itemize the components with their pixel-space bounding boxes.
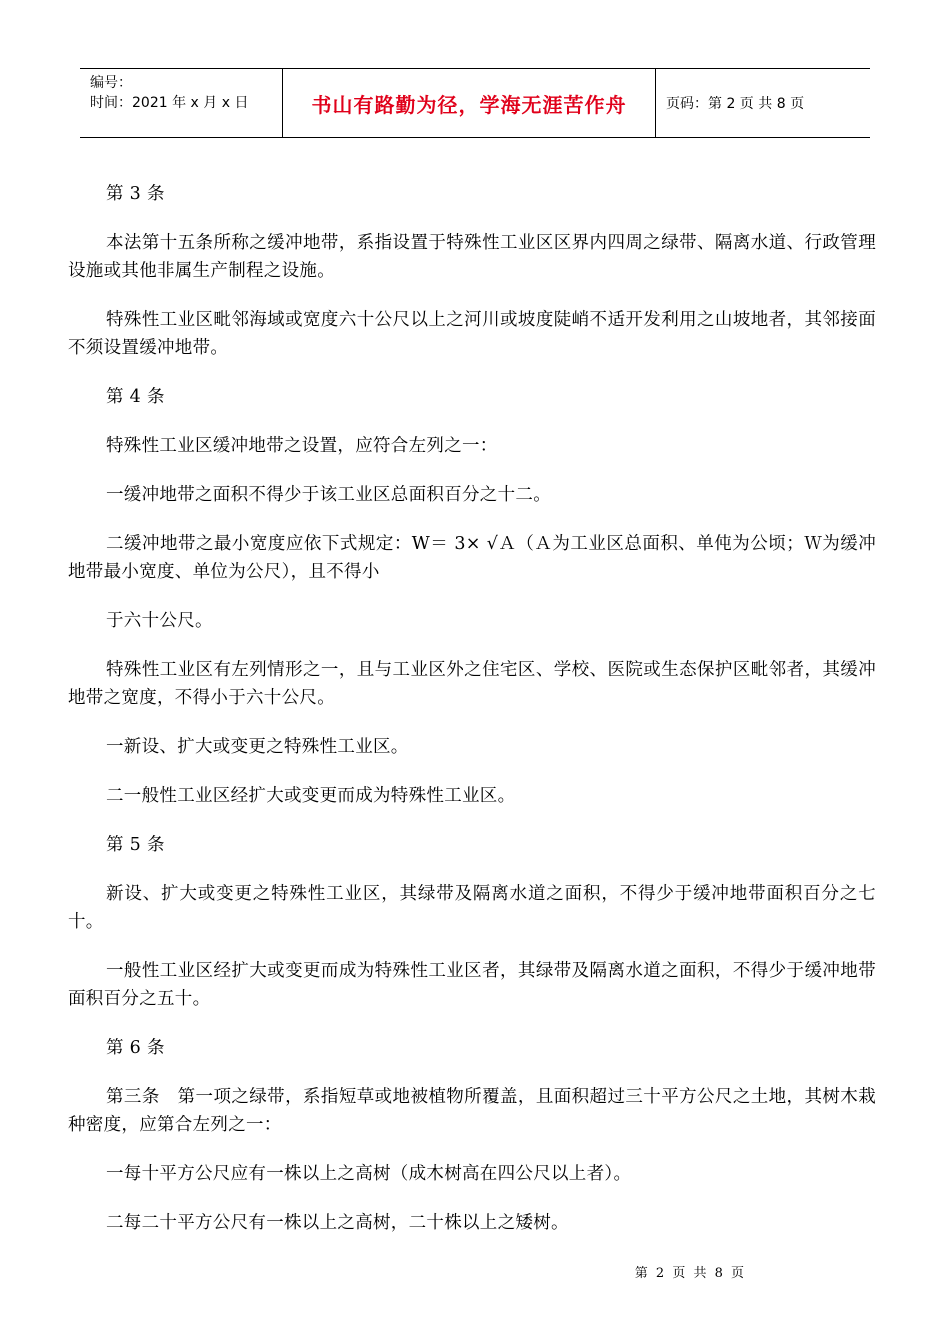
paragraph: 二每二十平方公尺有一株以上之高树，二十株以上之矮树。: [106, 1213, 569, 1233]
paragraph: 一新设、扩大或变更之特殊性工业区。: [106, 737, 409, 757]
paragraph: 一般性工业区经扩大或变更而成为特殊性工业区者，其绿带及隔离水道之面积，不得少于缓冲地带面积百分之五十。: [68, 961, 876, 1009]
paragraph: 于六十公尺。: [106, 611, 213, 631]
article-heading: 第 4 条: [106, 387, 165, 407]
paragraph: 特殊性工业区缓冲地带之设置，应符合左列之一：: [106, 436, 498, 456]
paragraph: 一缓冲地带之面积不得少于该工业区总面积百分之十二。: [106, 485, 551, 505]
paragraph: 第三条 第一项之绿带，系指短草或地被植物所覆盖，且面积超过三十平方公尺之土地，其树木栽种密度，应第合左列之一：: [68, 1087, 876, 1135]
time-label: 时间：2021 年 x 月 x 日: [90, 95, 249, 111]
article-heading: 第 6 条: [106, 1038, 165, 1058]
article-heading: 第 3 条: [106, 184, 165, 204]
paragraph: 新设、扩大或变更之特殊性工业区，其绿带及隔离水道之面积，不得少于缓冲地带面积百分之七十。: [68, 884, 876, 932]
header-meta: [80, 69, 283, 137]
paragraph: 一每十平方公尺应有一株以上之高树（成木树高在四公尺以上者）。: [106, 1164, 632, 1184]
page-info-text: 页码：第 2 页 共 8 页: [666, 96, 805, 112]
paragraph: 特殊性工业区毗邻海域或宽度六十公尺以上之河川或坡度陡峭不适开发利用之山坡地者，其邻接面不须设置缓冲地带。: [68, 310, 876, 358]
paragraph: 特殊性工业区有左列情形之一，且与工业区外之住宅区、学校、医院或生态保护区毗邻者，其缓冲地带之宽度，不得小于六十公尺。: [68, 660, 876, 708]
footer-page-number: 第 2 页 共 8 页: [634, 1266, 744, 1281]
motto-text: 书山有路勤为径，学海无涯苦作舟: [311, 92, 627, 117]
page-footer: [635, 1262, 744, 1281]
document-body: [68, 180, 876, 1258]
paragraph: 二一般性工业区经扩大或变更而成为特殊性工业区。: [106, 786, 516, 806]
page-header: [80, 68, 870, 138]
header-motto: [283, 69, 656, 137]
paragraph: 本法第十五条所称之缓冲地带，系指设置于特殊性工业区区界内四周之绿带、隔离水道、行政管理设施或其他非属生产制程之设施。: [68, 233, 876, 281]
header-page-info: [656, 69, 870, 137]
article-heading: 第 5 条: [106, 835, 165, 855]
paragraph: 二缓冲地带之最小宽度应依下式规定：W＝ 3× √Ａ（Ａ为工业区总面积、单伅为公顷；Ｗ为缓冲地带最小宽度、单位为公尺），且不得小: [68, 534, 876, 582]
serial-label: 编号：: [90, 75, 132, 91]
